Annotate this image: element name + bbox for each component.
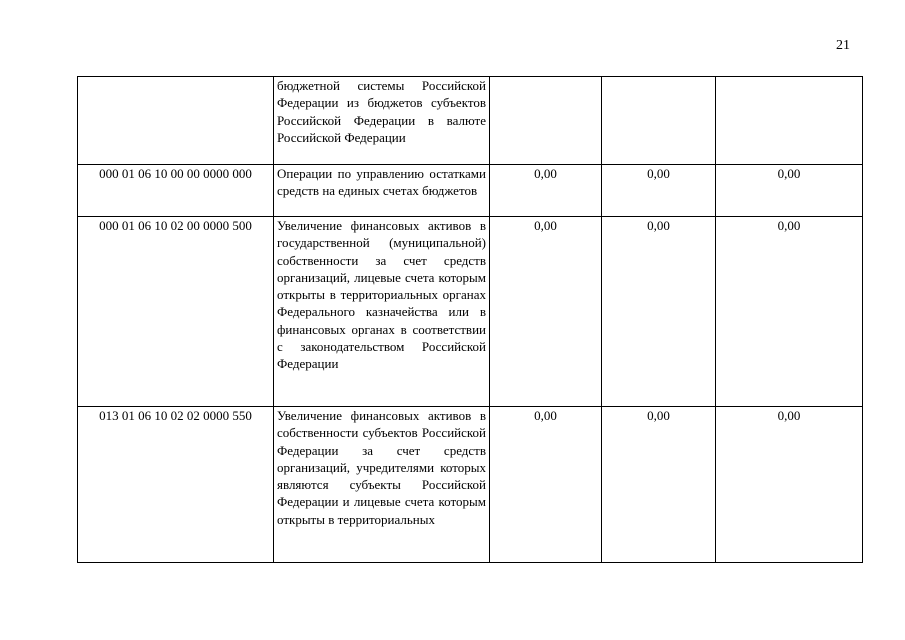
budget-code-cell: 013 01 06 10 02 02 0000 550 — [78, 407, 274, 563]
page-number: 21 — [836, 38, 850, 53]
budget-table — [77, 76, 863, 563]
value-cell-3: 0,00 — [716, 407, 863, 563]
value-cell-1 — [490, 77, 602, 165]
value-cell-2 — [602, 77, 716, 165]
value-cell-3 — [716, 77, 863, 165]
value-cell-3: 0,00 — [716, 165, 863, 217]
value-cell-1: 0,00 — [490, 217, 602, 407]
value-cell-2: 0,00 — [602, 217, 716, 407]
description-text: Операции по управлению остатками средств на единых счетах бюджетов — [277, 166, 486, 199]
description-text: бюджетной системы Российской Федерации из бюджетов субъектов Российской Федерации в валюте Российской Федерации — [277, 78, 486, 145]
description-cell — [274, 217, 490, 407]
budget-code-cell — [78, 77, 274, 165]
value-cell-1: 0,00 — [490, 165, 602, 217]
description-cell — [274, 165, 490, 217]
description-text: Увеличение финансовых активов в собственности субъектов Российской Федерации за счет средств организаций, учредителями которых являются субъекты Российской Федерации и лицевые счета которым открыты в территориальных — [277, 408, 486, 527]
table-row — [78, 77, 863, 165]
table-row — [78, 217, 863, 407]
value-cell-1: 0,00 — [490, 407, 602, 563]
budget-code-cell: 000 01 06 10 00 00 0000 000 — [78, 165, 274, 217]
value-cell-2: 0,00 — [602, 407, 716, 563]
table-row — [78, 165, 863, 217]
description-text: Увеличение финансовых активов в государственной (муниципальной) собственности за счет средств организаций, лицевые счета которым открыты в территориальных органах Федерального казначейства или в финансовых органах в соответствии с законодательством Российской Федерации — [277, 218, 486, 372]
budget-code-cell: 000 01 06 10 02 00 0000 500 — [78, 217, 274, 407]
description-cell — [274, 407, 490, 563]
value-cell-3: 0,00 — [716, 217, 863, 407]
description-cell — [274, 77, 490, 165]
value-cell-2: 0,00 — [602, 165, 716, 217]
table-row — [78, 407, 863, 563]
